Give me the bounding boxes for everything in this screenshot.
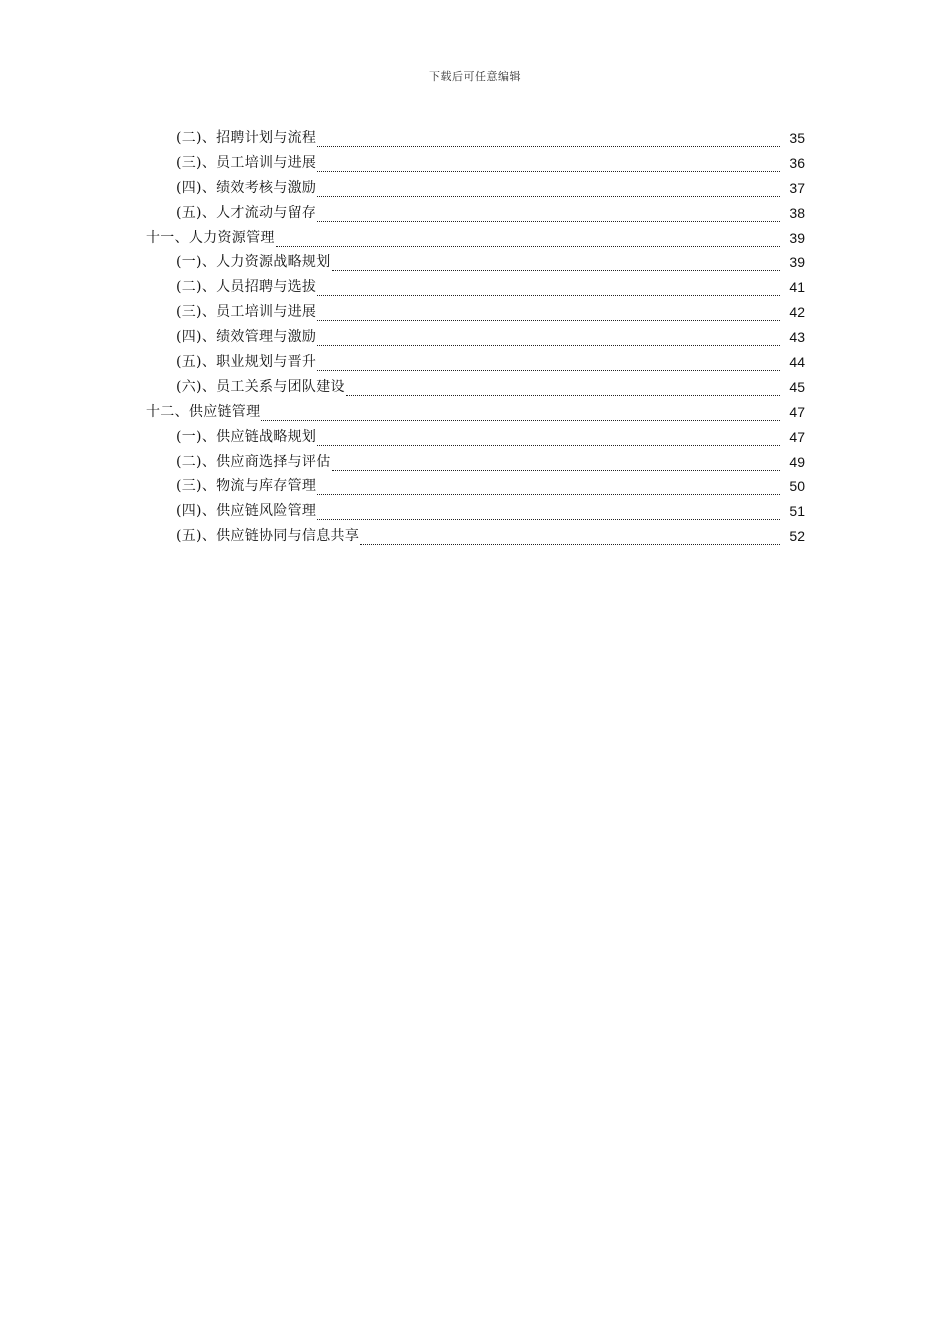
toc-entry-title: (五)、人才流动与留存 xyxy=(176,201,316,226)
toc-entry[interactable] xyxy=(0,176,950,201)
toc-dot-leader xyxy=(317,285,780,296)
toc-chapter-entry[interactable] xyxy=(0,400,950,425)
header-note: 下载后可任意编辑 xyxy=(429,70,521,83)
toc-page-number: 47 xyxy=(789,403,805,420)
toc-entry[interactable] xyxy=(0,325,950,350)
toc-page-number: 50 xyxy=(789,478,805,495)
toc-chapter-entry[interactable] xyxy=(0,226,950,251)
toc-dot-leader xyxy=(317,435,780,446)
toc-page-number: 37 xyxy=(789,179,805,196)
toc-dot-leader xyxy=(261,410,780,421)
toc-entry-title: (三)、物流与库存管理 xyxy=(176,474,316,499)
toc-page-number: 35 xyxy=(789,130,805,146)
toc-entry-title: (三)、员工培训与进展 xyxy=(176,151,316,176)
toc-dot-leader xyxy=(317,161,780,172)
toc-dot-leader xyxy=(276,236,780,247)
toc-entry-title: 十二、供应链管理 xyxy=(146,400,260,425)
toc-page-number: 39 xyxy=(789,254,805,271)
toc-entry-title: (一)、人力资源战略规划 xyxy=(176,250,331,275)
toc-entry[interactable] xyxy=(0,499,950,524)
toc-page-number: 47 xyxy=(789,428,805,445)
toc-entry[interactable] xyxy=(0,250,950,275)
toc-entry-title: (三)、员工培训与进展 xyxy=(176,300,316,325)
toc-entry[interactable] xyxy=(0,524,950,549)
toc-entry-title: (四)、绩效考核与激励 xyxy=(176,176,316,201)
toc-entry-title: (四)、供应链风险管理 xyxy=(176,499,316,524)
toc-page-number: 44 xyxy=(789,354,805,371)
toc-dot-leader xyxy=(317,136,780,147)
toc-entry[interactable] xyxy=(0,275,950,300)
toc-entry[interactable] xyxy=(0,375,950,400)
toc-entry-title: (四)、绩效管理与激励 xyxy=(176,325,316,350)
toc-dot-leader xyxy=(317,310,780,321)
toc-page-number: 49 xyxy=(789,453,805,470)
toc-page-number: 38 xyxy=(789,204,805,221)
toc-page-number: 52 xyxy=(789,528,805,545)
toc-page-number: 43 xyxy=(789,329,805,346)
toc-entry[interactable] xyxy=(0,450,950,475)
toc-dot-leader xyxy=(332,260,780,271)
toc-dot-leader xyxy=(360,534,780,545)
toc-dot-leader xyxy=(317,335,780,346)
toc-entry[interactable] xyxy=(0,350,950,375)
toc-dot-leader xyxy=(317,360,780,371)
toc-dot-leader xyxy=(332,460,780,471)
toc-dot-leader xyxy=(317,186,780,197)
toc-entry-title: (一)、供应链战略规划 xyxy=(176,425,316,450)
toc-page-number: 41 xyxy=(789,279,805,296)
toc-dot-leader xyxy=(317,211,780,222)
toc-entry-title: (二)、供应商选择与评估 xyxy=(176,450,331,475)
toc-entry[interactable] xyxy=(0,474,950,499)
toc-entry-title: (二)、招聘计划与流程 xyxy=(176,126,316,151)
toc-entry[interactable] xyxy=(0,300,950,325)
toc-dot-leader xyxy=(346,385,780,396)
toc-page-number: 39 xyxy=(789,229,805,246)
table-of-contents xyxy=(0,126,950,549)
toc-entry[interactable] xyxy=(0,201,950,226)
toc-entry-title: 十一、人力资源管理 xyxy=(146,226,275,251)
toc-entry[interactable] xyxy=(0,126,950,151)
toc-entry-title: (五)、职业规划与晋升 xyxy=(176,350,316,375)
toc-entry-title: (二)、人员招聘与选拔 xyxy=(176,275,316,300)
toc-dot-leader xyxy=(317,484,780,495)
toc-page-number: 42 xyxy=(789,304,805,321)
toc-page-number: 36 xyxy=(789,154,805,171)
toc-entry-title: (五)、供应链协同与信息共享 xyxy=(176,524,359,549)
toc-dot-leader xyxy=(317,509,780,520)
toc-page-number: 45 xyxy=(789,378,805,395)
toc-page-number: 51 xyxy=(789,503,805,520)
toc-entry-title: (六)、员工关系与团队建设 xyxy=(176,375,345,400)
toc-entry[interactable] xyxy=(0,151,950,176)
toc-entry[interactable] xyxy=(0,425,950,450)
